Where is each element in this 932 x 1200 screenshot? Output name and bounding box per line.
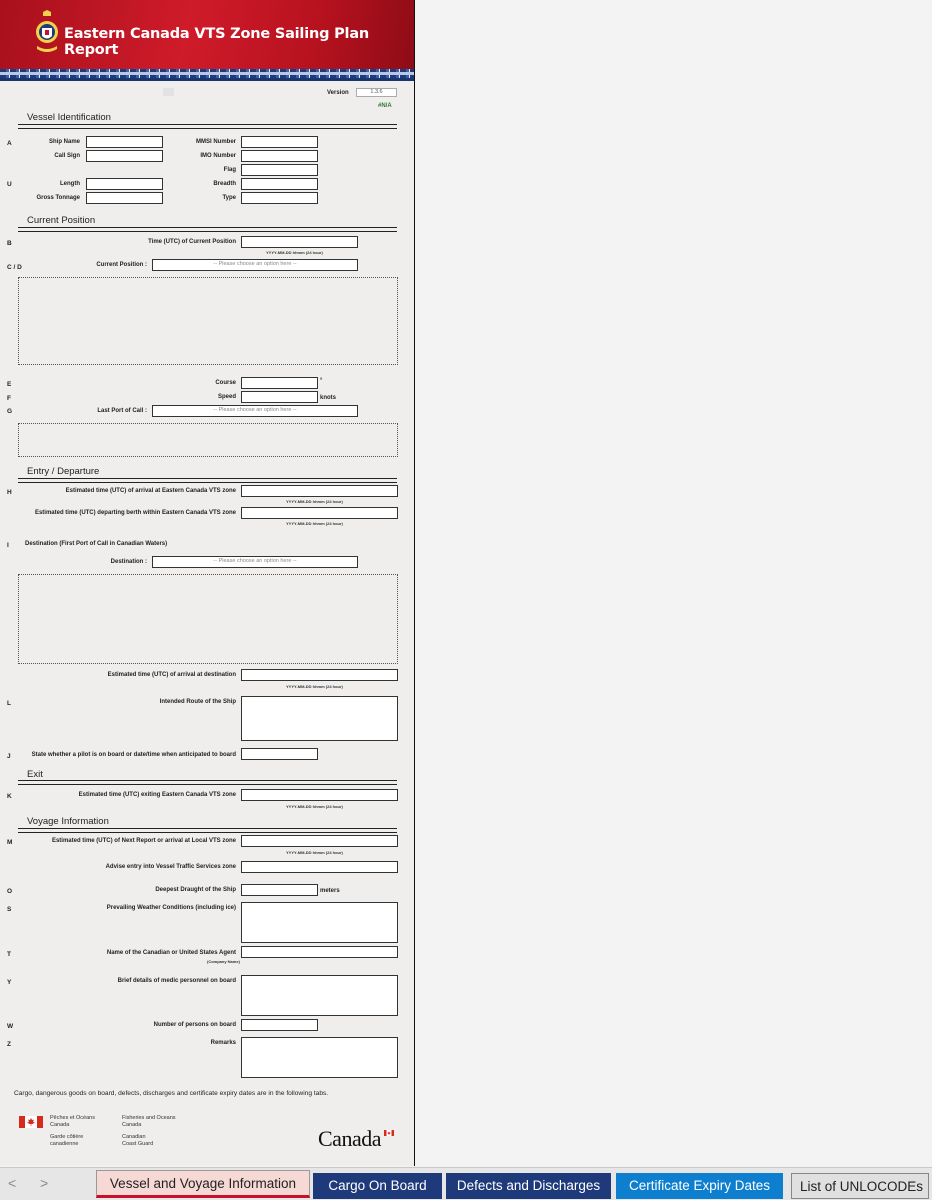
label-advise-entry: Advise entry into Vessel Traffic Services zone bbox=[105, 864, 236, 870]
label-mmsi: MMSI Number bbox=[195, 139, 236, 145]
section-entry-departure: Entry / Departure bbox=[27, 466, 100, 477]
breadth-input[interactable] bbox=[241, 178, 318, 190]
label-last-port: Last Port of Call : bbox=[97, 408, 147, 414]
canada-flag-icon bbox=[19, 1116, 43, 1128]
code-j: J bbox=[7, 753, 11, 760]
label-course: Course bbox=[215, 380, 236, 386]
code-m: M bbox=[7, 839, 13, 846]
meters-unit: meters bbox=[320, 888, 340, 894]
header-banner bbox=[0, 0, 414, 69]
advise-entry-input[interactable] bbox=[241, 861, 398, 873]
ship-name-input[interactable] bbox=[86, 136, 163, 148]
header-stripe-dark bbox=[0, 78, 414, 81]
current-position-select[interactable]: -- Please choose an option here -- bbox=[152, 259, 358, 271]
flag-input[interactable] bbox=[241, 164, 318, 176]
imo-input[interactable] bbox=[241, 150, 318, 162]
time-current-position-input[interactable] bbox=[241, 236, 358, 248]
tab-unlocodes[interactable]: List of UNLOCODEs bbox=[791, 1173, 929, 1199]
label-call-sign: Call Sign bbox=[54, 153, 80, 159]
code-u: U bbox=[7, 181, 12, 188]
label-speed: Speed bbox=[217, 394, 236, 400]
last-port-details[interactable] bbox=[18, 423, 398, 457]
code-s: S bbox=[7, 906, 12, 913]
agent-input[interactable] bbox=[241, 946, 398, 958]
destination-details[interactable] bbox=[18, 574, 398, 664]
coast-guard-crest-icon bbox=[34, 10, 60, 54]
code-f: F bbox=[7, 395, 11, 402]
section-voyage-information: Voyage Information bbox=[27, 816, 109, 827]
datetime-hint: YYYY-MM-DD hhmm (24 hour) bbox=[266, 250, 323, 255]
tab-cargo-on-board[interactable]: Cargo On Board bbox=[313, 1173, 442, 1199]
dfo-english: Fisheries and Oceans Canada bbox=[122, 1115, 176, 1128]
label-destination-heading: Destination (First Port of Call in Canadian Waters) bbox=[25, 541, 168, 547]
section-rule bbox=[18, 478, 397, 483]
code-w: W bbox=[7, 1023, 14, 1030]
destination-select[interactable]: -- Please choose an option here -- bbox=[152, 556, 358, 568]
version-label: Version bbox=[327, 90, 349, 96]
gross-tonnage-input[interactable] bbox=[86, 192, 163, 204]
weather-input[interactable] bbox=[241, 902, 398, 943]
section-current-position: Current Position bbox=[27, 215, 96, 226]
label-destination: Destination : bbox=[110, 559, 147, 565]
datetime-hint: YYYY-MM-DD hhmm (24 hour) bbox=[286, 804, 343, 809]
tab-defects-discharges[interactable]: Defects and Discharges bbox=[446, 1173, 611, 1199]
mmsi-input[interactable] bbox=[241, 136, 318, 148]
medic-input[interactable] bbox=[241, 975, 398, 1016]
version-value-text: 1.3.6 bbox=[370, 89, 383, 95]
form-sheet bbox=[0, 0, 415, 1166]
grey-square bbox=[163, 88, 174, 96]
code-o: O bbox=[7, 888, 13, 895]
datetime-hint: YYYY-MM-DD hhmm (24 hour) bbox=[286, 850, 343, 855]
type-input[interactable] bbox=[241, 192, 318, 204]
wordmark-flag-icon bbox=[384, 1130, 394, 1136]
persons-input[interactable] bbox=[241, 1019, 318, 1031]
label-length: Length bbox=[60, 181, 80, 187]
page-title: Eastern Canada VTS Zone Sailing Plan Report bbox=[64, 26, 370, 58]
next-report-input[interactable] bbox=[241, 835, 398, 847]
label-gross-tonnage: Gross Tonnage bbox=[36, 195, 80, 201]
code-l: L bbox=[7, 700, 11, 707]
label-draught: Deepest Draught of the Ship bbox=[155, 887, 236, 893]
agent-hint: (Company Name) bbox=[207, 959, 240, 964]
length-input[interactable] bbox=[86, 178, 163, 190]
eta-zone-input[interactable] bbox=[241, 485, 398, 497]
code-z: Z bbox=[7, 1041, 11, 1048]
code-a: A bbox=[7, 140, 12, 147]
call-sign-input[interactable] bbox=[86, 150, 163, 162]
datetime-hint: YYYY-MM-DD hhmm (24 hour) bbox=[286, 499, 343, 504]
code-y: Y bbox=[7, 979, 12, 986]
speed-input[interactable] bbox=[241, 391, 318, 403]
pilot-input[interactable] bbox=[241, 748, 318, 760]
label-exit-time: Estimated time (UTC) exiting Eastern Canada VTS zone bbox=[78, 792, 236, 798]
section-rule bbox=[18, 780, 397, 785]
section-rule bbox=[18, 828, 397, 833]
label-pilot: State whether a pilot is on board or date/time when anticipated to board bbox=[31, 752, 236, 758]
code-h: H bbox=[7, 489, 12, 496]
label-agent: Name of the Canadian or United States Agent bbox=[106, 950, 236, 956]
degree-unit: ° bbox=[320, 378, 323, 384]
label-remarks: Remarks bbox=[210, 1040, 236, 1046]
version-status: #N/A bbox=[378, 103, 392, 109]
tab-vessel-voyage[interactable]: Vessel and Voyage Information bbox=[96, 1170, 310, 1198]
label-eta-destination: Estimated time (UTC) of arrival at destination bbox=[107, 672, 236, 678]
label-time-current-position: Time (UTC) of Current Position bbox=[148, 239, 236, 245]
label-persons: Number of persons on board bbox=[153, 1022, 236, 1028]
label-medic: Brief details of medic personnel on board bbox=[117, 978, 236, 984]
exit-time-input[interactable] bbox=[241, 789, 398, 801]
knots-unit: knots bbox=[320, 395, 337, 401]
dfo-french: Pêches et Océans Canada bbox=[50, 1115, 95, 1128]
section-vessel-identification: Vessel Identification bbox=[27, 112, 111, 123]
ccg-french: Garde côtière canadienne bbox=[50, 1134, 84, 1147]
footer-note: Cargo, dangerous goods on board, defects, discharges and certificate expiry dates are in the following tabs. bbox=[14, 1090, 329, 1097]
prev-sheet-button[interactable]: < bbox=[8, 1175, 17, 1191]
code-g: G bbox=[7, 408, 13, 415]
label-type: Type bbox=[222, 195, 236, 201]
section-rule bbox=[18, 227, 397, 232]
draught-input[interactable] bbox=[241, 884, 318, 896]
label-route: Intended Route of the Ship bbox=[159, 699, 236, 705]
sheet-tab-bar bbox=[0, 1167, 932, 1200]
datetime-hint: YYYY-MM-DD hhmm (24 hour) bbox=[286, 521, 343, 526]
datetime-hint: YYYY-MM-DD hhmm (24 hour) bbox=[286, 684, 343, 689]
section-rule bbox=[18, 124, 397, 129]
eta-destination-input[interactable] bbox=[241, 669, 398, 681]
canada-wordmark: Canada bbox=[318, 1126, 381, 1151]
label-breadth: Breadth bbox=[213, 181, 236, 187]
ccg-english: Canadian Coast Guard bbox=[122, 1134, 154, 1147]
label-current-position: Current Position : bbox=[96, 262, 147, 268]
next-sheet-button[interactable]: > bbox=[40, 1175, 49, 1191]
label-flag: Flag bbox=[223, 167, 236, 173]
header-stripe-light bbox=[0, 72, 414, 75]
section-exit: Exit bbox=[27, 769, 43, 780]
code-b: B bbox=[7, 240, 12, 247]
code-e: E bbox=[7, 381, 12, 388]
label-imo: IMO Number bbox=[200, 153, 236, 159]
current-position-details[interactable] bbox=[18, 277, 398, 365]
version-value bbox=[356, 88, 397, 97]
code-k: K bbox=[7, 793, 12, 800]
label-weather: Prevailing Weather Conditions (including ice) bbox=[106, 905, 236, 911]
course-input[interactable] bbox=[241, 377, 318, 389]
label-eta-zone: Estimated time (UTC) of arrival at Eastern Canada VTS zone bbox=[65, 488, 236, 494]
code-i: I bbox=[7, 542, 9, 549]
code-cd: C / D bbox=[7, 264, 22, 271]
code-t: T bbox=[7, 951, 11, 958]
route-input[interactable] bbox=[241, 696, 398, 741]
last-port-select[interactable]: -- Please choose an option here -- bbox=[152, 405, 358, 417]
tab-certificate-expiry[interactable]: Certificate Expiry Dates bbox=[616, 1173, 783, 1199]
label-next-report: Estimated time (UTC) of Next Report or arrival at Local VTS zone bbox=[51, 838, 236, 844]
remarks-input[interactable] bbox=[241, 1037, 398, 1078]
label-ship-name: Ship Name bbox=[48, 139, 80, 145]
label-etd-berth: Estimated time (UTC) departing berth within Eastern Canada VTS zone bbox=[34, 510, 236, 516]
etd-berth-input[interactable] bbox=[241, 507, 398, 519]
